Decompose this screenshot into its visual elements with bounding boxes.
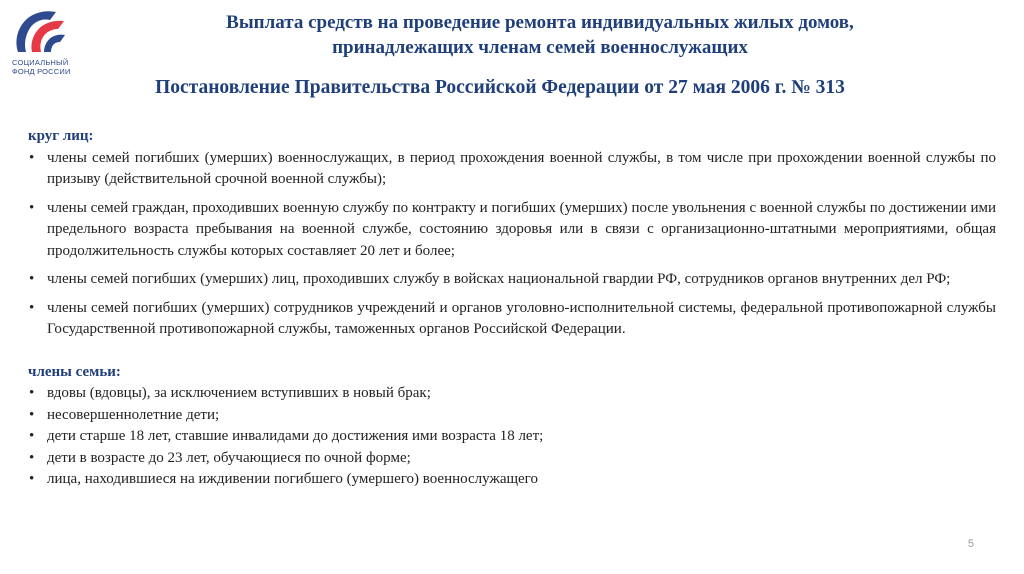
list-item: • лица, находившиеся на иждивении погибшего (умершего) военнослужащего bbox=[28, 469, 996, 491]
list-item: • несовершеннолетние дети; bbox=[28, 405, 996, 427]
logo-text-line2: ФОНД РОССИИ bbox=[12, 66, 71, 76]
persons-list bbox=[28, 148, 996, 341]
social-fund-emblem-icon bbox=[10, 6, 70, 58]
section-spacer bbox=[28, 341, 996, 362]
list-item: • дети старше 18 лет, ставшие инвалидами до достижения ими возраста 18 лет; bbox=[28, 426, 996, 448]
slide-title-line2: принадлежащих членам семей военнослужащих bbox=[332, 37, 748, 58]
social-fund-logo bbox=[10, 6, 80, 86]
list-item: • члены семей погибших (умерших) лиц, проходивших службу в войсках национальной гвардии РФ, сотрудников органов внутренних дел РФ; bbox=[28, 269, 996, 291]
page-number: 5 bbox=[967, 538, 974, 550]
list-item: • члены семей погибших (умерших) военнослужащих, в период прохождения военной службы, в том числе при прохождении военной службы по призыву (действительной срочной военной службы); bbox=[28, 148, 996, 191]
slide-content bbox=[28, 126, 996, 491]
family-list bbox=[28, 383, 996, 491]
slide-title-line1: Выплата средств на проведение ремонта индивидуальных жилых домов, bbox=[226, 12, 854, 33]
slide-subtitle: Постановление Правительства Российской Федерации от 27 мая 2006 г. № 313 bbox=[155, 77, 845, 98]
list-item: • члены семей погибших (умерших) сотрудников учреждений и органов уголовно-исполнительной системы, федеральной противопожарной службы Государственной противопожарной службы, таможенных органов Российской Федерации. bbox=[28, 298, 996, 341]
slide-title bbox=[110, 10, 970, 60]
section-label-family: члены семьи: bbox=[28, 363, 121, 380]
logo-text bbox=[12, 59, 80, 76]
list-item: • члены семей граждан, проходивших военную службу по контракту и погибших (умерших) после увольнения с военной службы по достижении ими предельного возраста пребывания на военной службе, состоянию здоровья или в связи с организационно-штатными мероприятиями, общая продолжительность службы которых составляет 20 лет и более; bbox=[28, 198, 996, 263]
list-item: • вдовы (вдовцы), за исключением вступивших в новый брак; bbox=[28, 383, 996, 405]
list-item: • дети в возрасте до 23 лет, обучающиеся по очной форме; bbox=[28, 448, 996, 470]
logo-text-line1: СОЦИАЛЬНЫЙ bbox=[12, 58, 69, 67]
section-label-persons: круг лиц: bbox=[28, 128, 94, 144]
